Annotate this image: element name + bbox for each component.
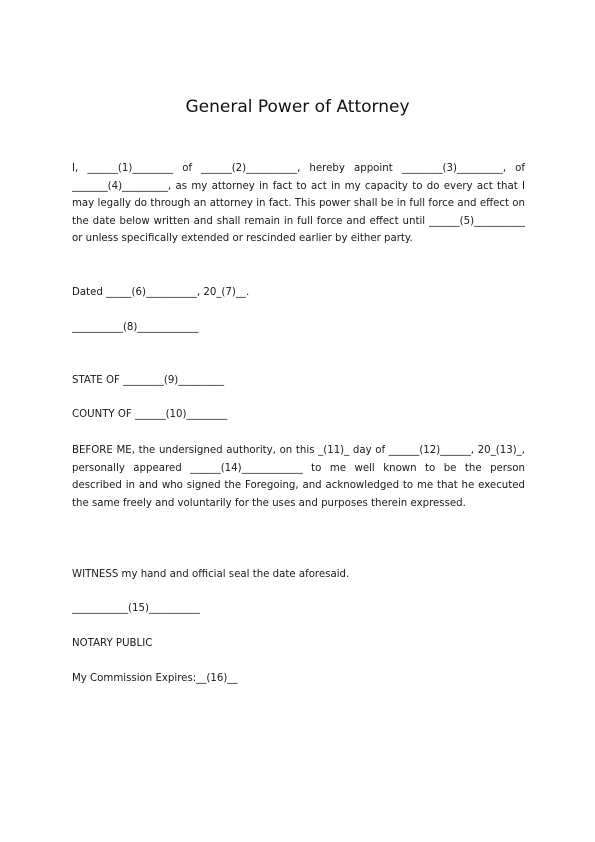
commission-expires-line: My Commission Expires:__(16)__ [72,673,238,684]
notary-signature-line: ___________(15)__________ [72,603,200,614]
notary-public-label: NOTARY PUBLIC [72,638,153,649]
witness-line: WITNESS my hand and official seal the date aforesaid. [72,569,350,580]
document-title: General Power of Attorney [185,97,410,117]
acknowledgment-paragraph: BEFORE ME, the undersigned authority, on this _(11)_ day of ______(12)______, 20_(13)_, personally appeared ______(14)____________ to me well known to be the person described in and who signed the Foregoing, and acknowledged to me that he executed the same freely and voluntarily for the uses and purposes therein expressed. [72,445,525,509]
appointment-paragraph: I, ______(1)________ of ______(2)__________, hereby appoint ________(3)_________, of _______(4)_________, as my attorney in fact to act in my capacity to do every act that I may legally do through an attorney in fact. This power shall be in full force and effect on the date below written and shall remain in full force and effect until ______(5)__________ or unless specifically extended or rescinded earlier by either party. [72,163,525,245]
state-line: STATE OF ________(9)_________ [72,375,225,386]
principal-signature-line: __________(8)____________ [72,322,199,333]
county-line: COUNTY OF ______(10)________ [72,409,228,420]
dated-line: Dated _____(6)__________, 20_(7)__. [72,287,250,298]
